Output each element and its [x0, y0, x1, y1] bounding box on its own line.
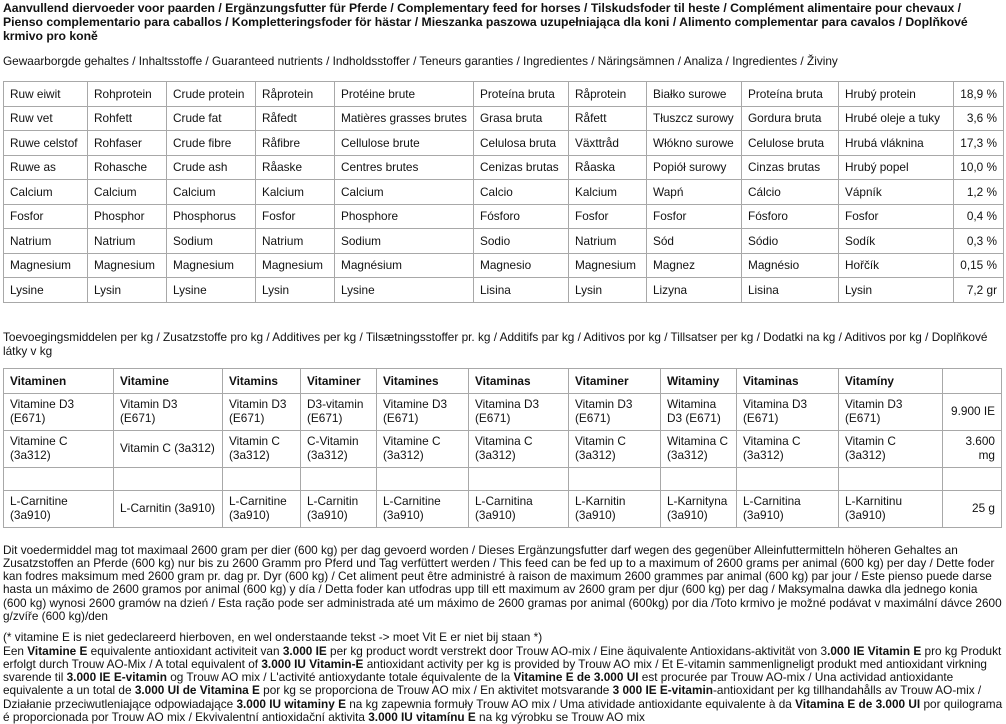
additives-heading: Toevoegingsmiddelen per kg / Zusatzstoffe pro kg / Additives per kg / Tilsætningsstoffer pr. kg / Additifs par kg / Aditivos por kg / Tillsatser per kg / Dodatki na kg / Aditivos por kg / Doplňkové látky v kg — [3, 329, 988, 358]
additive-name-cell: Vitamine C (3a312) — [377, 430, 469, 467]
nutrient-name-cell: Kalcium — [256, 180, 335, 205]
nutrient-name-cell: Råfibre — [256, 131, 335, 156]
nutrient-name-cell: Fósforo — [742, 204, 839, 229]
nutrient-name-cell: Wapń — [647, 180, 742, 205]
nutrient-name-cell: Sodium — [335, 229, 474, 254]
additive-name-cell: Vitamin D3 (E671) — [223, 393, 301, 430]
document-title: Aanvullend diervoeder voor paarden / Ergänzungsfutter für Pferde / Complementary feed for horses / Tilskudsfoder til heste / Complément alimentaire pour chevaux / Pienso complementario para caballos / Kompletteringsfoder för hästar / Mieszanka paszowa uzupełniająca dla koni / Alimento complementar para cavalos / Doplňkové krmivo pro koně — [3, 1, 968, 43]
nutrient-name-cell: Hořčík — [839, 253, 954, 278]
additive-value-cell: 3.600 mg — [943, 430, 1002, 467]
nutrient-name-cell: Lisina — [474, 278, 569, 303]
nutrient-name-cell: Celulosa bruta — [474, 131, 569, 156]
nutrient-name-cell: Cálcio — [742, 180, 839, 205]
additive-name-cell: Vitamine D3 (E671) — [4, 393, 114, 430]
vitamin-e-statement — [3, 645, 1003, 724]
nutrient-name-cell: Fosfor — [569, 204, 647, 229]
additive-name-cell: L-Karnityna (3a910) — [661, 490, 737, 527]
nutrient-name-cell: Sódio — [742, 229, 839, 254]
additive-name-cell — [114, 467, 223, 490]
nutrient-row — [4, 204, 1004, 229]
nutrient-name-cell: Grasa bruta — [474, 106, 569, 131]
vitamins-header-cell: Vitamines — [377, 368, 469, 393]
nutrient-name-cell: Lisina — [742, 278, 839, 303]
nutrient-value-cell: 10,0 % — [954, 155, 1004, 180]
additive-name-cell — [661, 467, 737, 490]
nutrient-row — [4, 106, 1004, 131]
nutrient-name-cell: Crude fat — [167, 106, 256, 131]
nutrient-name-cell: Calcium — [88, 180, 167, 205]
nutrient-name-cell: Lysin — [256, 278, 335, 303]
nutrient-value-cell: 17,3 % — [954, 131, 1004, 156]
additive-name-cell: Vitamin C (3a312) — [223, 430, 301, 467]
nutrient-name-cell: Vápník — [839, 180, 954, 205]
additive-name-cell: Witamina D3 (E671) — [661, 393, 737, 430]
vitamin-e-bold-segment: Vitamine E — [27, 643, 88, 658]
nutrient-name-cell: Magnesium — [569, 253, 647, 278]
nutrient-name-cell: Råaska — [569, 155, 647, 180]
vitamins-header-cell: Vitamine — [114, 368, 223, 393]
additive-name-cell: Witamina C (3a312) — [661, 430, 737, 467]
additive-name-cell: L-Carnitina (3a910) — [469, 490, 569, 527]
nutrient-name-cell: Gordura bruta — [742, 106, 839, 131]
vitamin-e-segment: Een — [3, 643, 28, 658]
additive-name-cell: Vitamina C (3a312) — [469, 430, 569, 467]
vitamin-e-bold-segment: Vitamine E de 3.000 UI — [513, 670, 639, 685]
nutrient-name-cell: Lizyna — [647, 278, 742, 303]
additive-name-cell: L-Karnitin (3a910) — [569, 490, 661, 527]
nutrient-name-cell: Ruwe celstof — [4, 131, 88, 156]
vitamins-header-cell: Vitaminer — [569, 368, 661, 393]
nutrient-name-cell: Rohfett — [88, 106, 167, 131]
additive-name-cell: Vitamina C (3a312) — [737, 430, 839, 467]
nutrient-name-cell: Magnesium — [4, 253, 88, 278]
nutrient-row — [4, 180, 1004, 205]
nutrient-row — [4, 131, 1004, 156]
vitamin-e-bold-segment: Vitamina E de 3.000 UI — [795, 696, 921, 711]
nutrient-name-cell: Phosphore — [335, 204, 474, 229]
vitamin-e-segment: og Trouw AO mix / L'activité antioxydante totale équivalente de la — [166, 670, 514, 685]
vitamin-e-bold-segment: 3 000 IE E-vitamin — [612, 683, 713, 698]
nutrient-name-cell: Fosfor — [839, 204, 954, 229]
nutrient-name-cell: Råprotein — [256, 82, 335, 107]
nutrient-name-cell: Fósforo — [474, 204, 569, 229]
vitamin-e-segment: antioxidant activity per kg is provided by Trouw AO mix / Et E-vitamin sammenligneligt produkt med antioxidant virkning svarende til — [3, 656, 987, 685]
additive-name-cell: Vitamine D3 (E671) — [377, 393, 469, 430]
vitamin-e-segment: na kg zapewnia formuły Trouw AO mix / Uma atividade antioxidante equivalente à da — [345, 696, 796, 711]
nutrient-name-cell: Magnesium — [167, 253, 256, 278]
nutrient-name-cell: Sodík — [839, 229, 954, 254]
vitamins-header-cell: Vitaminas — [737, 368, 839, 393]
nutrients-table — [3, 81, 1004, 303]
nutrient-value-cell: 0,15 % — [954, 253, 1004, 278]
vitamins-header-row — [4, 368, 1002, 393]
feeding-note: Dit voedermiddel mag tot maximaal 2600 gram per dier (600 kg) per dag gevoerd worden / Dieses Ergänzungsfutter darf wegen des gegenüber Alleinfuttermitteln höheren Gehaltes an Zusatzstoffen an Pferde (600 kg) nur bis zu 2600 Gramm pro Pferd und Tag verfüttert werden / This feed can be fed up to a maximum of 2600 grams per animal (600 kg) per day / Dette foder kan fodres maksimum med 2600 gram pr. dag pr. Dyr (600 kg) / Cet aliment peut être administré à raison de maximum 2600 grammes par animal (600 kg) par jour / Este pienso puede darse hasta un máximo de 2600 gramos por animal (600 kg) y día / Detta foder kan utfodras upp till ett maximum av 2600 gram per djur (600 kg) per dag / Maksymalna dawka dla jednego konia (600 kg) wynosi 2600 gramów na dzień / Esta ração pode ser administrada até um máximo de 2600 gramas por animal (600kg) por dia /Toto krmivo je možné podávat v maximální dávce 2600 g/zvíře (600 kg)/den — [3, 542, 1002, 623]
nutrient-name-cell: Sodio — [474, 229, 569, 254]
additive-row — [4, 393, 1002, 430]
nutrient-name-cell: Crude fibre — [167, 131, 256, 156]
nutrient-name-cell: Cenizas brutas — [474, 155, 569, 180]
nutrient-name-cell: Magnesium — [88, 253, 167, 278]
vitamins-table — [3, 368, 1002, 528]
nutrient-name-cell: Råfedt — [256, 106, 335, 131]
nutrients-heading: Gewaarborgde gehaltes / Inhaltsstoffe / Guaranteed nutrients / Indholdsstoffer / Teneurs garanties / Ingredientes / Näringsämnen / Analiza / Ingredientes / Živiny — [3, 54, 838, 68]
vitamin-e-bold-segment: 3.000 IU witaminy E — [236, 696, 346, 711]
additive-row — [4, 430, 1002, 467]
nutrient-name-cell: Włókno surowe — [647, 131, 742, 156]
nutrient-row — [4, 278, 1004, 303]
vitamin-e-segment: por kg se proporciona de Trouw AO mix / En aktivitet motsvarande — [259, 683, 613, 698]
additive-name-cell: D3-vitamin (E671) — [301, 393, 377, 430]
nutrient-name-cell: Protéine brute — [335, 82, 474, 107]
additive-name-cell — [737, 467, 839, 490]
vitamins-header-cell: Vitamins — [223, 368, 301, 393]
vitamins-header-cell: Witaminy — [661, 368, 737, 393]
additive-name-cell — [569, 467, 661, 490]
additive-value-cell — [943, 467, 1002, 490]
nutrient-name-cell: Calcium — [335, 180, 474, 205]
additive-name-cell — [377, 467, 469, 490]
nutrient-value-cell: 3,6 % — [954, 106, 1004, 131]
nutrient-name-cell: Natrium — [256, 229, 335, 254]
nutrient-name-cell: Phosphorus — [167, 204, 256, 229]
vitamin-e-segment: pro kg Produkt erfolgt durch Trouw AO-Mix / A total equivalent of — [3, 643, 1002, 671]
additive-name-cell: Vitamina D3 (E671) — [469, 393, 569, 430]
nutrient-name-cell: Hrubé oleje a tuky — [839, 106, 954, 131]
nutrient-name-cell: Centres brutes — [335, 155, 474, 180]
additive-value-cell: 9.900 IE — [943, 393, 1002, 430]
vitamin-e-bold-segment: .000 IE Vitamin E — [827, 643, 922, 658]
additive-name-cell: Vitamin C (3a312) — [839, 430, 943, 467]
nutrient-name-cell: Proteína bruta — [742, 82, 839, 107]
nutrient-name-cell: Hrubý popel — [839, 155, 954, 180]
additive-name-cell: L-Carnitine (3a910) — [4, 490, 114, 527]
additive-name-cell — [839, 467, 943, 490]
nutrient-name-cell: Natrium — [88, 229, 167, 254]
nutrient-name-cell: Fosfor — [647, 204, 742, 229]
nutrient-name-cell: Białko surowe — [647, 82, 742, 107]
nutrient-name-cell: Magnésio — [742, 253, 839, 278]
nutrient-name-cell: Popiół surowy — [647, 155, 742, 180]
nutrient-name-cell: Kalcium — [569, 180, 647, 205]
nutrient-name-cell: Lysin — [569, 278, 647, 303]
nutrient-name-cell: Rohasche — [88, 155, 167, 180]
vitamins-header-cell: Vitamíny — [839, 368, 943, 393]
nutrient-name-cell: Lysin — [839, 278, 954, 303]
vitamin-e-bold-segment: 3.000 UI de Vitamina E — [134, 683, 260, 698]
nutrient-name-cell: Matières grasses brutes — [335, 106, 474, 131]
vitamins-header-cell: Vitaminen — [4, 368, 114, 393]
additive-value-cell: 25 g — [943, 490, 1002, 527]
nutrient-name-cell: Rohprotein — [88, 82, 167, 107]
nutrient-name-cell: Cinzas brutas — [742, 155, 839, 180]
nutrient-name-cell: Tłuszcz surowy — [647, 106, 742, 131]
additive-row — [4, 490, 1002, 527]
nutrient-row — [4, 229, 1004, 254]
additive-name-cell — [223, 467, 301, 490]
additive-name-cell: L-Carnitin (3a910) — [114, 490, 223, 527]
vitamin-e-remark: (* vitamine E is niet gedeclareerd hierboven, en wel onderstaande tekst -> moet Vit E er niet bij staan *) — [3, 630, 543, 645]
vitamin-e-segment: per kg product wordt verstrekt door Trouw AO-mix / Eine äquivalente Antioxidans-aktivität von 3 — [326, 643, 828, 658]
additive-name-cell: Vitamin D3 (E671) — [114, 393, 223, 430]
vitamin-e-segment: est procurée par Trouw AO-mix / Una actividad antioxidante equivalente a un total de — [3, 670, 954, 698]
vitamins-header-cell: Vitaminas — [469, 368, 569, 393]
nutrient-name-cell: Phosphor — [88, 204, 167, 229]
vitamin-e-bold-segment: 3.000 IE E-vitamin — [66, 670, 167, 685]
vitamins-header-cell — [943, 368, 1002, 393]
nutrient-name-cell: Magnesium — [256, 253, 335, 278]
vitamin-e-segment: equivalente antioxidant activiteit van — [87, 643, 283, 658]
nutrient-name-cell: Rohfaser — [88, 131, 167, 156]
nutrient-name-cell: Magnesio — [474, 253, 569, 278]
nutrient-name-cell: Sodium — [167, 229, 256, 254]
nutrient-name-cell: Calcio — [474, 180, 569, 205]
additive-name-cell: Vitamin D3 (E671) — [569, 393, 661, 430]
nutrient-value-cell: 7,2 gr — [954, 278, 1004, 303]
nutrient-name-cell: Calcium — [167, 180, 256, 205]
nutrient-name-cell: Calcium — [4, 180, 88, 205]
nutrient-name-cell: Råaske — [256, 155, 335, 180]
nutrient-name-cell: Fosfor — [4, 204, 88, 229]
additive-name-cell — [469, 467, 569, 490]
nutrient-name-cell: Råprotein — [569, 82, 647, 107]
vitamin-e-segment: por quilograma é proporcionada por Trouw AO mix / Ekvivalentní antioxidační aktivita — [3, 696, 1003, 724]
nutrient-name-cell: Lysine — [4, 278, 88, 303]
vitamin-e-bold-segment: 3.000 IU vitamínu E — [368, 710, 476, 724]
additive-row-empty — [4, 467, 1002, 490]
additive-name-cell: Vitamina D3 (E671) — [737, 393, 839, 430]
nutrient-name-cell: Natrium — [4, 229, 88, 254]
nutrient-name-cell: Hrubá vláknina — [839, 131, 954, 156]
nutrient-name-cell: Lysine — [335, 278, 474, 303]
vitamin-e-segment: na kg výrobku se Trouw AO mix — [475, 710, 645, 724]
nutrient-name-cell: Växttråd — [569, 131, 647, 156]
nutrient-row — [4, 155, 1004, 180]
additive-name-cell: L-Carnitin (3a910) — [301, 490, 377, 527]
additive-name-cell: L-Carnitina (3a910) — [737, 490, 839, 527]
vitamins-header-cell: Vitaminer — [301, 368, 377, 393]
nutrient-name-cell: Crude protein — [167, 82, 256, 107]
nutrient-value-cell: 1,2 % — [954, 180, 1004, 205]
nutrient-name-cell: Sód — [647, 229, 742, 254]
nutrient-row — [4, 253, 1004, 278]
nutrient-name-cell: Fosfor — [256, 204, 335, 229]
nutrient-name-cell: Magnésium — [335, 253, 474, 278]
nutrient-name-cell: Magnez — [647, 253, 742, 278]
vitamin-e-bold-segment: 3.000 IE — [282, 643, 327, 658]
nutrient-value-cell: 0,4 % — [954, 204, 1004, 229]
nutrient-name-cell: Ruw vet — [4, 106, 88, 131]
additive-name-cell: C-Vitamin (3a312) — [301, 430, 377, 467]
nutrient-name-cell: Ruw eiwit — [4, 82, 88, 107]
additive-name-cell: L-Carnitine (3a910) — [377, 490, 469, 527]
nutrient-name-cell: Ruwe as — [4, 155, 88, 180]
nutrient-name-cell: Natrium — [569, 229, 647, 254]
nutrient-name-cell: Lysin — [88, 278, 167, 303]
additive-name-cell: Vitamin C (3a312) — [569, 430, 661, 467]
additive-name-cell: Vitamin C (3a312) — [114, 430, 223, 467]
additive-name-cell: L-Carnitine (3a910) — [223, 490, 301, 527]
nutrient-value-cell: 0,3 % — [954, 229, 1004, 254]
vitamin-e-bold-segment: 3.000 IU Vitamin-E — [261, 656, 364, 671]
vitamin-e-segment: -antioxidant per kg tillhandahålls av Trouw AO-mix / Działanie przeciwutleniające odpowiadające — [3, 683, 982, 711]
additive-name-cell — [4, 467, 114, 490]
additive-name-cell — [301, 467, 377, 490]
nutrient-name-cell: Råfett — [569, 106, 647, 131]
nutrient-row — [4, 82, 1004, 107]
additive-name-cell: Vitamin D3 (E671) — [839, 393, 943, 430]
nutrient-name-cell: Lysine — [167, 278, 256, 303]
nutrient-name-cell: Cellulose brute — [335, 131, 474, 156]
additive-name-cell: Vitamine C (3a312) — [4, 430, 114, 467]
nutrient-value-cell: 18,9 % — [954, 82, 1004, 107]
nutrient-name-cell: Proteína bruta — [474, 82, 569, 107]
nutrient-name-cell: Celulose bruta — [742, 131, 839, 156]
nutrient-name-cell: Hrubý protein — [839, 82, 954, 107]
additive-name-cell: L-Karnitinu (3a910) — [839, 490, 943, 527]
nutrient-name-cell: Crude ash — [167, 155, 256, 180]
